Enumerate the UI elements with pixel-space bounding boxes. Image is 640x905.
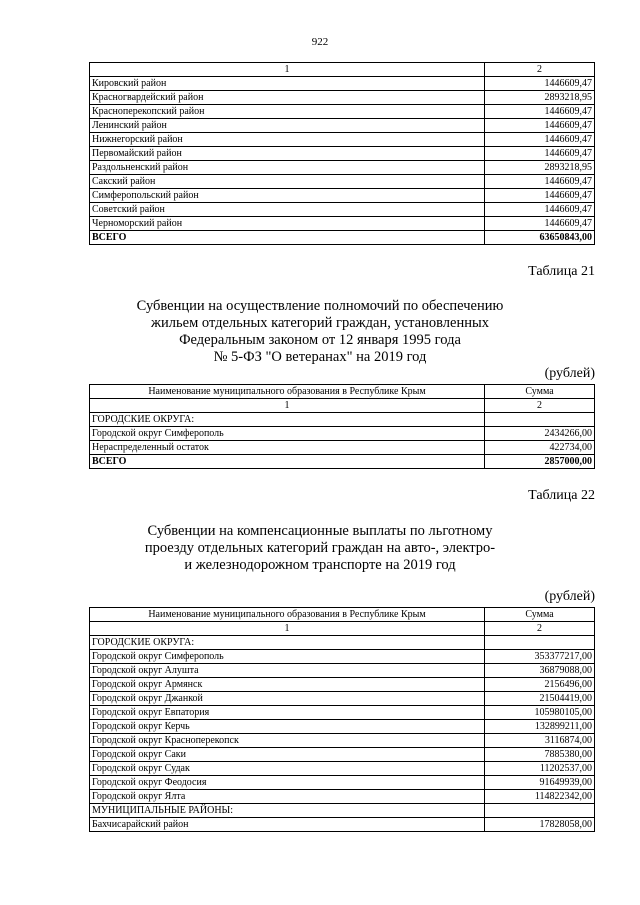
table-row	[90, 790, 595, 804]
table-row	[90, 664, 595, 678]
col-number-2: 2	[485, 63, 595, 77]
title-line: № 5-ФЗ "О ветеранах" на 2019 год	[213, 349, 427, 365]
row-name: Городской округ Судак	[90, 762, 485, 776]
col-number-2: 2	[485, 622, 595, 636]
title-line: Субвенции на осуществление полномочий по обеспечению	[136, 298, 504, 314]
row-value: 21504419,00	[485, 692, 595, 706]
table-row	[90, 147, 595, 161]
total-value: 2857000,00	[485, 455, 595, 469]
table-22-title	[0, 523, 640, 574]
table-21-label: Таблица 21	[528, 264, 595, 279]
table-row	[90, 133, 595, 147]
section-empty	[485, 804, 595, 818]
row-value: 105980105,00	[485, 706, 595, 720]
row-value: 1446609,47	[485, 203, 595, 217]
row-value: 2156496,00	[485, 678, 595, 692]
row-name: Кировский район	[90, 77, 485, 91]
row-value: 2893218,95	[485, 161, 595, 175]
table-21-unit: (рублей)	[544, 366, 595, 381]
col-number-1: 1	[90, 63, 485, 77]
row-value: 1446609,47	[485, 175, 595, 189]
row-name: Красноперекопский район	[90, 105, 485, 119]
row-name: Черноморский район	[90, 217, 485, 231]
row-name: Городской округ Симферополь	[90, 650, 485, 664]
row-name: Городской округ Евпатория	[90, 706, 485, 720]
table-21-title	[0, 298, 640, 366]
table-row	[90, 119, 595, 133]
col-header-sum: Сумма	[485, 608, 595, 622]
row-value: 3116874,00	[485, 734, 595, 748]
section-row	[90, 636, 595, 650]
total-label: ВСЕГО	[90, 455, 485, 469]
row-name: Первомайский район	[90, 147, 485, 161]
section-label: ГОРОДСКИЕ ОКРУГА:	[90, 413, 485, 427]
row-name: Ленинский район	[90, 119, 485, 133]
row-name: Городской округ Джанкой	[90, 692, 485, 706]
title-line: Субвенции на компенсационные выплаты по льготному	[147, 523, 493, 539]
col-header-sum: Сумма	[485, 385, 595, 399]
row-value: 91649939,00	[485, 776, 595, 790]
row-value: 17828058,00	[485, 818, 595, 832]
row-name: Нераспределенный остаток	[90, 441, 485, 455]
column-numbers	[90, 399, 595, 413]
row-name: Городской округ Армянск	[90, 678, 485, 692]
row-name: Городской округ Керчь	[90, 720, 485, 734]
page-number: 922	[311, 36, 329, 48]
title-line: и железнодорожном транспорте на 2019 год	[184, 557, 456, 573]
row-name: Городской округ Саки	[90, 748, 485, 762]
title-line: Федеральным законом от 12 января 1995 года	[179, 332, 461, 348]
total-row	[90, 231, 595, 245]
row-value: 1446609,47	[485, 217, 595, 231]
row-value: 11202537,00	[485, 762, 595, 776]
table-row	[90, 217, 595, 231]
col-number-2: 2	[485, 399, 595, 413]
table-row	[90, 776, 595, 790]
row-name: Городской округ Феодосия	[90, 776, 485, 790]
table-top	[89, 62, 595, 245]
table-22-unit: (рублей)	[544, 589, 595, 604]
row-name: Нижнегорский район	[90, 133, 485, 147]
row-name: Раздольненский район	[90, 161, 485, 175]
table-row	[90, 441, 595, 455]
col-number-1: 1	[90, 622, 485, 636]
row-name: Городской округ Красноперекопск	[90, 734, 485, 748]
section-empty	[485, 636, 595, 650]
row-name: Городской округ Симферополь	[90, 427, 485, 441]
section-empty	[485, 413, 595, 427]
row-value: 1446609,47	[485, 119, 595, 133]
title-line: проезду отдельных категорий граждан на авто-, электро-	[144, 540, 496, 556]
table-row	[90, 706, 595, 720]
row-value: 7885380,00	[485, 748, 595, 762]
column-numbers	[90, 622, 595, 636]
table-row	[90, 818, 595, 832]
section-row	[90, 804, 595, 818]
col-header-name: Наименование муниципального образования в Республике Крым	[90, 608, 485, 622]
table-row	[90, 77, 595, 91]
row-name: Городской округ Ялта	[90, 790, 485, 804]
table-row	[90, 105, 595, 119]
table-row	[90, 175, 595, 189]
table-row	[90, 692, 595, 706]
section-row	[90, 413, 595, 427]
row-value: 1446609,47	[485, 189, 595, 203]
row-name: Городской округ Алушта	[90, 664, 485, 678]
table-row	[90, 720, 595, 734]
table-22-label: Таблица 22	[528, 488, 595, 503]
table-row	[90, 762, 595, 776]
table-22	[89, 607, 595, 832]
total-label: ВСЕГО	[90, 231, 485, 245]
col-header-name: Наименование муниципального образования в Республике Крым	[90, 385, 485, 399]
row-name: Бахчисарайский район	[90, 818, 485, 832]
column-headers	[90, 608, 595, 622]
row-value: 36879088,00	[485, 664, 595, 678]
table-row	[90, 203, 595, 217]
section-label: ГОРОДСКИЕ ОКРУГА:	[90, 636, 485, 650]
section-label: МУНИЦИПАЛЬНЫЕ РАЙОНЫ:	[90, 804, 485, 818]
column-headers	[90, 385, 595, 399]
row-value: 2434266,00	[485, 427, 595, 441]
table-row	[90, 650, 595, 664]
row-value: 1446609,47	[485, 147, 595, 161]
total-row	[90, 455, 595, 469]
row-name: Сакский район	[90, 175, 485, 189]
table-row	[90, 189, 595, 203]
row-value: 1446609,47	[485, 105, 595, 119]
table-row	[90, 748, 595, 762]
row-value: 422734,00	[485, 441, 595, 455]
row-name: Красногвардейский район	[90, 91, 485, 105]
row-value: 132899211,00	[485, 720, 595, 734]
title-line: жильем отдельных категорий граждан, установленных	[151, 315, 489, 331]
row-value: 1446609,47	[485, 77, 595, 91]
total-value: 63650843,00	[485, 231, 595, 245]
row-value: 353377217,00	[485, 650, 595, 664]
row-value: 114822342,00	[485, 790, 595, 804]
row-value: 1446609,47	[485, 133, 595, 147]
col-number-1: 1	[90, 399, 485, 413]
row-value: 2893218,95	[485, 91, 595, 105]
table-row	[90, 427, 595, 441]
table-row	[90, 161, 595, 175]
table-row	[90, 678, 595, 692]
row-name: Советский район	[90, 203, 485, 217]
table-21	[89, 384, 595, 469]
table-row	[90, 91, 595, 105]
table-header-row	[90, 63, 595, 77]
table-row	[90, 734, 595, 748]
row-name: Симферопольский район	[90, 189, 485, 203]
